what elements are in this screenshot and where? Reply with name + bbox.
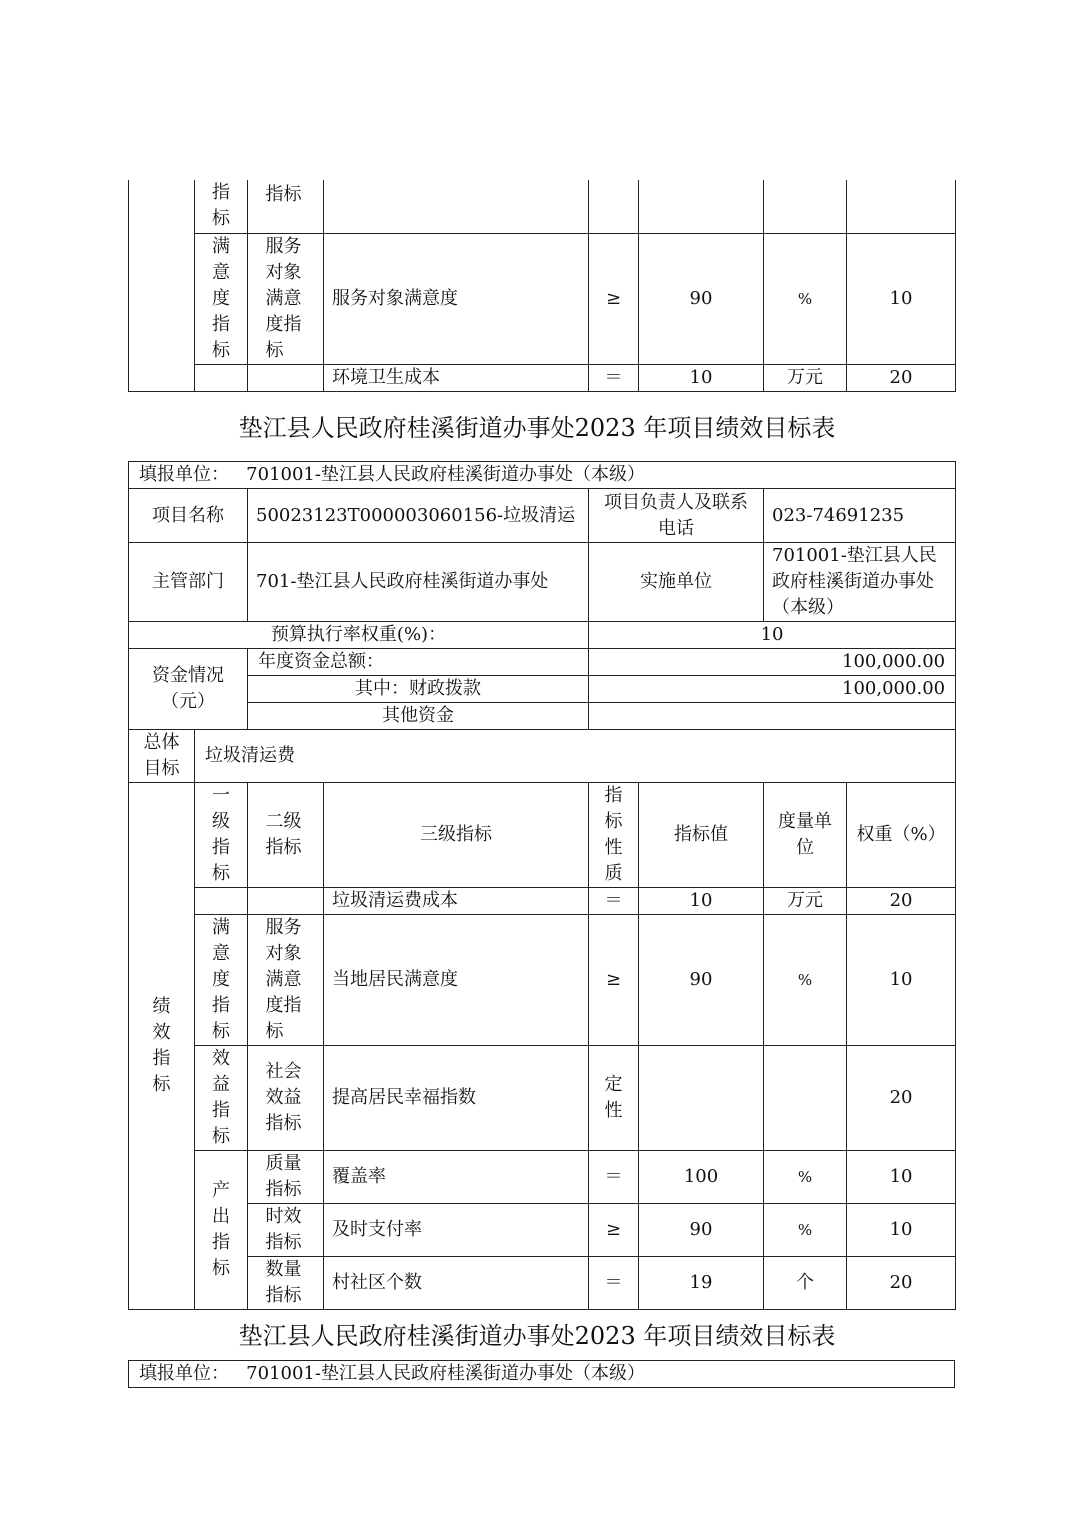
header-level3: 三级指标 <box>324 783 589 888</box>
project-name-label: 项目名称 <box>129 489 248 543</box>
page-title: 垫江县人民政府桂溪街道办事处2023 年项目绩效目标表 <box>238 414 836 442</box>
header-unit: 度量单位 <box>764 783 847 888</box>
dept-label: 主管部门 <box>129 543 248 622</box>
value-cell: 100 <box>639 1151 764 1204</box>
weight-cell: 20 <box>847 888 956 915</box>
header-nature: 指标性质 <box>589 783 639 888</box>
weight-cell: 20 <box>847 1257 956 1310</box>
page-title: 垫江县人民政府桂溪街道办事处2023 年项目绩效目标表 <box>238 1322 836 1350</box>
performance-target-table <box>128 461 956 1310</box>
nature-cell: ＝ <box>589 364 639 391</box>
level3-cell: 当地居民满意度 <box>324 915 589 1046</box>
level3-cell: 提高居民幸福指数 <box>324 1046 589 1151</box>
nature-cell: 定性 <box>589 1046 639 1151</box>
nature-cell: ≥ <box>589 915 639 1046</box>
manager-value: 023-74691235 <box>764 489 956 543</box>
report-unit-value: 701001-垫江县人民政府桂溪街道办事处（本级） <box>246 1363 645 1384</box>
level2-cell: 质量指标 <box>248 1151 324 1204</box>
level3-cell: 环境卫生成本 <box>324 364 589 391</box>
level1-cell: 产出指标 <box>195 1151 248 1310</box>
weight-cell: 10 <box>847 915 956 1046</box>
level3-cell: 垃圾清运费成本 <box>324 888 589 915</box>
level2-cell: 社会效益指标 <box>248 1046 324 1151</box>
nature-cell: ＝ <box>589 1151 639 1204</box>
level3-cell: 覆盖率 <box>324 1151 589 1204</box>
goal-value: 垃圾清运费 <box>195 730 956 783</box>
nature-cell: ＝ <box>589 888 639 915</box>
weight-cell: 20 <box>847 1046 956 1151</box>
fund-other-value <box>589 703 956 730</box>
fund-label: 资金情况（元） <box>129 649 248 730</box>
level1-cell: 效益指标 <box>195 1046 248 1151</box>
value-cell: 90 <box>639 915 764 1046</box>
value-cell: 10 <box>639 364 764 391</box>
weight-cell: 20 <box>847 364 956 391</box>
report-unit-row <box>129 462 956 489</box>
header-weight: 权重（%） <box>847 783 956 888</box>
value-cell: 90 <box>639 233 764 364</box>
weight-cell: 10 <box>847 233 956 364</box>
fund-fiscal-value: 100,000.00 <box>589 676 956 703</box>
continued-indicator-table <box>128 180 956 392</box>
fund-other-label: 其他资金 <box>248 703 589 730</box>
value-cell: 10 <box>639 888 764 915</box>
level2-cell: 数量指标 <box>248 1257 324 1310</box>
perf-label-cell <box>129 180 195 391</box>
level2-cell <box>248 888 324 915</box>
level1-cell <box>195 888 248 915</box>
level3-cell: 村社区个数 <box>324 1257 589 1310</box>
fund-total-label: 年度资金总额： <box>248 649 589 676</box>
perf-label: 绩效指标 <box>129 783 195 1310</box>
value-cell <box>639 1046 764 1151</box>
level1-cell: 指标 <box>195 180 248 233</box>
next-performance-target-table <box>128 1360 955 1388</box>
value-cell: 19 <box>639 1257 764 1310</box>
unit-cell: 个 <box>764 1257 847 1310</box>
dept-value: 701-垫江县人民政府桂溪街道办事处 <box>248 543 589 622</box>
unit-cell: 万元 <box>764 364 847 391</box>
unit-cell: % <box>764 1151 847 1204</box>
report-unit-value: 701001-垫江县人民政府桂溪街道办事处（本级） <box>246 464 645 485</box>
manager-label: 项目负责人及联系电话 <box>589 489 764 543</box>
goal-label: 总体目标 <box>129 730 195 783</box>
weight-cell: 10 <box>847 1204 956 1257</box>
level2-cell: 服务对象满意度指标 <box>248 233 324 364</box>
level1-cell: 满意度指标 <box>195 233 248 364</box>
level3-cell: 及时支付率 <box>324 1204 589 1257</box>
report-unit-label: 填报单位： <box>139 1363 229 1384</box>
value-cell: 90 <box>639 1204 764 1257</box>
level2-cell: 时效指标 <box>248 1204 324 1257</box>
header-level2: 二级指标 <box>248 783 324 888</box>
level1-cell: 满意度指标 <box>195 915 248 1046</box>
level3-cell: 服务对象满意度 <box>324 233 589 364</box>
report-unit-label: 填报单位： <box>139 464 229 485</box>
unit-cell: % <box>764 233 847 364</box>
report-unit-row <box>129 1361 955 1388</box>
fund-fiscal-label: 其中：财政拨款 <box>248 676 589 703</box>
nature-cell: ≥ <box>589 233 639 364</box>
budget-weight-label: 预算执行率权重(%)： <box>129 622 589 649</box>
nature-cell: ＝ <box>589 1257 639 1310</box>
header-level1: 一级指标 <box>195 783 248 888</box>
level2-cell: 指标 <box>248 180 324 233</box>
unit-cell: 万元 <box>764 888 847 915</box>
level2-cell: 服务对象满意度指标 <box>248 915 324 1046</box>
impl-label: 实施单位 <box>589 543 764 622</box>
project-name-value: 50023123T000003060156-垃圾清运 <box>248 489 589 543</box>
fund-total-value: 100,000.00 <box>589 649 956 676</box>
unit-cell <box>764 1046 847 1151</box>
unit-cell: % <box>764 1204 847 1257</box>
unit-cell: % <box>764 915 847 1046</box>
nature-cell: ≥ <box>589 1204 639 1257</box>
header-value: 指标值 <box>639 783 764 888</box>
impl-value: 701001-垫江县人民政府桂溪街道办事处（本级） <box>764 543 956 622</box>
budget-weight-value: 10 <box>589 622 956 649</box>
weight-cell: 10 <box>847 1151 956 1204</box>
